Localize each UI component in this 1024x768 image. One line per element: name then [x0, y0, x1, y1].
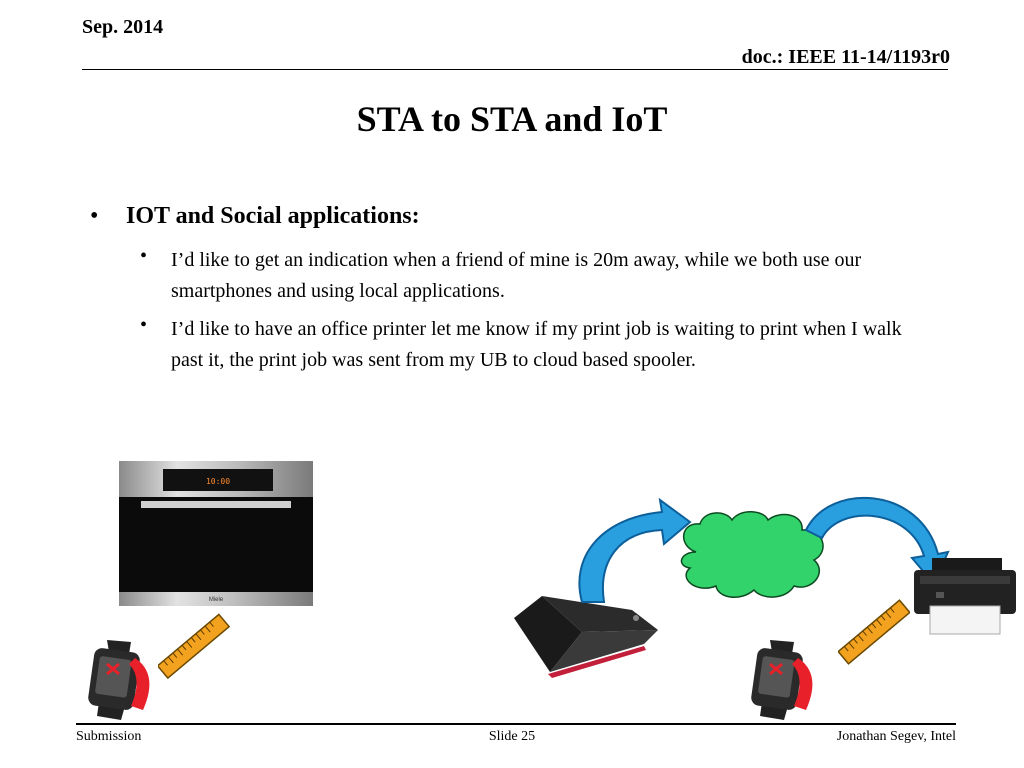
sub-bullet-text: I’d like to get an indication when a friend of mine is 20m away, while we both use our smartphones and using local applications.	[171, 249, 862, 302]
sub-bullet-text: I’d like to have an office printer let me know if my print job is waiting to print when I walk past it, the print job was sent from my UB to cloud based spooler.	[171, 318, 902, 371]
bullet-heading: IOT and Social applications:	[126, 203, 420, 229]
sub-bullet-marker: •	[140, 314, 148, 336]
header-doc-id: doc.: IEEE 11-14/1193r0	[741, 46, 950, 68]
printer-icon	[910, 556, 1020, 636]
oven-brand: Miele	[208, 597, 224, 603]
header-date: Sep. 2014	[82, 16, 164, 38]
bullet-marker: •	[90, 203, 99, 229]
oven-icon	[119, 461, 313, 606]
smartwatch-icon	[85, 640, 160, 720]
smartwatch-icon	[748, 640, 823, 720]
header-divider	[82, 69, 948, 70]
slide-title: STA to STA and IoT	[356, 99, 668, 139]
footer-submission: Submission	[76, 729, 142, 744]
footer-author: Jonathan Segev, Intel	[836, 729, 956, 744]
footer-slide-number: Slide 25	[488, 729, 536, 744]
sub-bullet-marker: •	[140, 245, 148, 267]
ruler-icon	[838, 598, 910, 666]
footer-divider	[76, 723, 956, 725]
oven-display: 10:00	[205, 477, 231, 486]
ruler-icon	[158, 612, 230, 682]
